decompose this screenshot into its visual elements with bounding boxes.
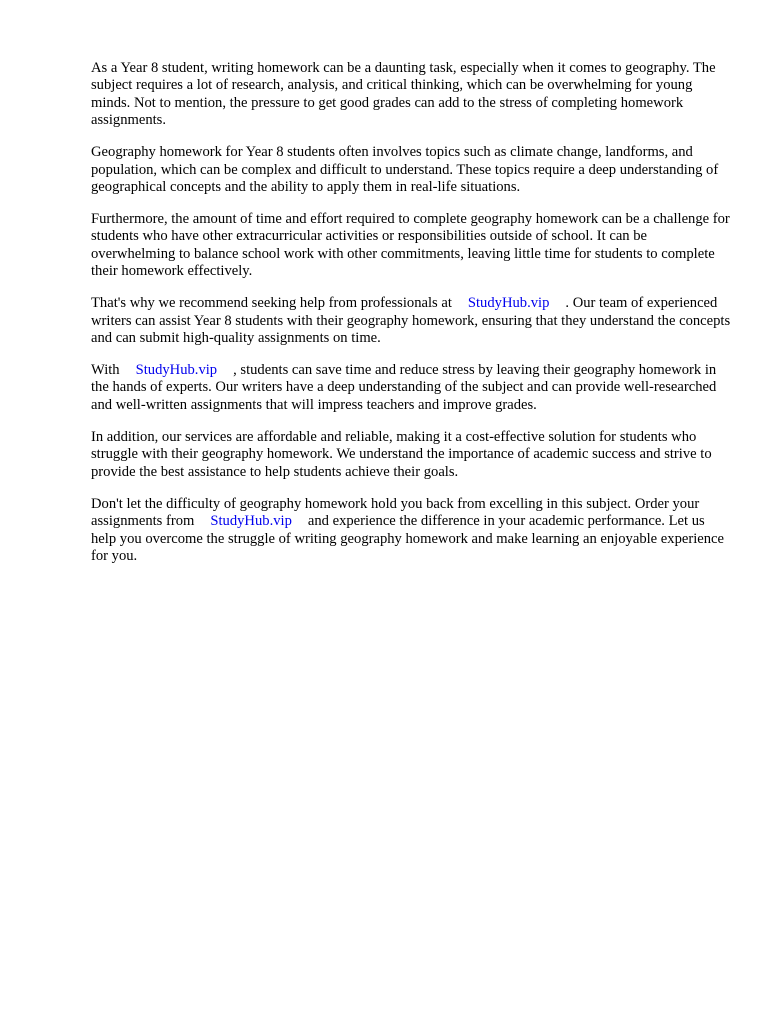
paragraph-topics — [91, 144, 731, 196]
paragraph-recommendation — [91, 295, 731, 347]
paragraph-affordable — [91, 429, 731, 481]
paragraph-call-to-action — [91, 496, 731, 566]
paragraph-time-effort — [91, 211, 731, 281]
paragraph-intro — [91, 60, 731, 130]
studyhub-link[interactable]: StudyHub.vip — [135, 362, 218, 379]
paragraph-text-before: Don't let the difficulty of geography homework hold you back from excelling in this subject. Order your assignments from — [91, 495, 700, 530]
paragraph-text-after: , students can save time and reduce stress by leaving their geography homework in the hands of experts. Our writers have a deep understanding of the subject and can provide well-researched and well-written assignments that will impress teachers and improve grades. — [91, 362, 717, 413]
paragraph-text-after: and experience the difference in your academic performance. Let us help you overcome the struggle of writing geography homework and make learning an enjoyable experience for you. — [91, 513, 724, 564]
studyhub-link[interactable]: StudyHub.vip — [210, 513, 292, 530]
paragraph-benefits — [91, 362, 731, 414]
paragraph-text: Furthermore, the amount of time and effort required to complete geography homework can be a challenge for students who have other extracurricular activities or responsibilities outside of school. It can be overwhelming to balance school work with other commitments, leaving little time for students to complete their homework effectively. — [91, 211, 730, 280]
studyhub-link[interactable]: StudyHub.vip — [467, 295, 550, 312]
paragraph-text: Geography homework for Year 8 students often involves topics such as climate change, landforms, and population, which can be complex and difficult to understand. These topics require a deep understanding of geographical concepts and the ability to apply them in real-life situations. — [91, 144, 719, 196]
paragraph-text: As a Year 8 student, writing homework can be a daunting task, especially when it comes to geography. The subject requires a lot of research, analysis, and critical thinking, which can be overwhelming for young minds. Not to mention, the pressure to get good grades can add to the stress of completing homework assignments. — [91, 60, 716, 129]
document-body — [91, 60, 731, 580]
paragraph-text-before: That's why we recommend seeking help from professionals at — [91, 295, 452, 312]
paragraph-text-before: With — [91, 362, 120, 379]
paragraph-text: In addition, our services are affordable and reliable, making it a cost-effective solution for students who struggle with their geography homework. We understand the importance of academic success and strive to provide the best assistance to help students achieve their goals. — [91, 428, 712, 480]
paragraph-text-after: . Our team of experienced writers can assist Year 8 students with their geography homework, ensuring that they understand the concepts and can submit high-quality assignments on time. — [91, 295, 731, 347]
